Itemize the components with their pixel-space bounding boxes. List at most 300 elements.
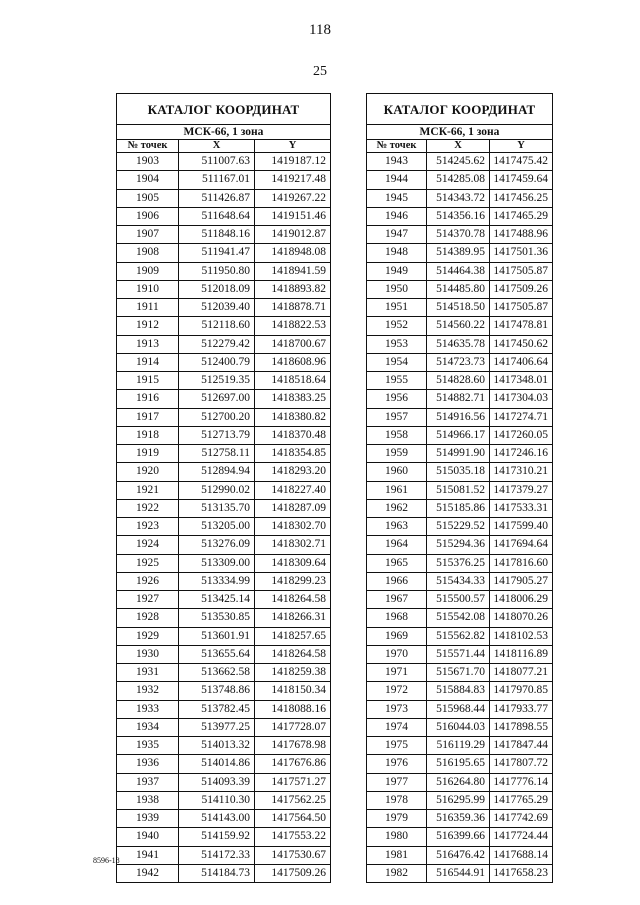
table-row [367,317,553,335]
table-row [367,518,553,536]
document-code: 8596-18 [93,856,120,865]
x-coordinate-cell: 514143.00 [179,810,255,828]
x-coordinate-cell: 514245.62 [427,153,490,171]
x-coordinate-cell: 514013.32 [179,737,255,755]
y-coordinate-cell: 1419187.12 [255,153,331,171]
point-number-cell: 1982 [367,864,427,882]
y-coordinate-cell: 1418380.82 [255,408,331,426]
table-row [367,153,553,171]
catalog-zone: МСК-66, 1 зона [117,125,331,140]
y-coordinate-cell: 1417505.87 [490,299,553,317]
point-number-cell: 1953 [367,335,427,353]
table-row [367,226,553,244]
table-row [117,317,331,335]
point-number-cell: 1921 [117,481,179,499]
catalog-zone: МСК-66, 1 зона [367,125,553,140]
y-coordinate-cell: 1417728.07 [255,718,331,736]
x-coordinate-cell: 511950.80 [179,262,255,280]
y-coordinate-cell: 1417450.62 [490,335,553,353]
x-coordinate-cell: 515500.57 [427,591,490,609]
x-coordinate-cell: 515968.44 [427,700,490,718]
x-coordinate-cell: 516476.42 [427,846,490,864]
x-coordinate-cell: 512039.40 [179,299,255,317]
column-header-x: X [427,140,490,153]
y-coordinate-cell: 1418293.20 [255,463,331,481]
x-coordinate-cell: 514966.17 [427,426,490,444]
y-coordinate-cell: 1418227.40 [255,481,331,499]
y-coordinate-cell: 1418287.09 [255,499,331,517]
y-coordinate-cell: 1418822.53 [255,317,331,335]
x-coordinate-cell: 514356.16 [427,207,490,225]
y-coordinate-cell: 1417310.21 [490,463,553,481]
x-coordinate-cell: 513334.99 [179,572,255,590]
y-coordinate-cell: 1417348.01 [490,372,553,390]
point-number-cell: 1905 [117,189,179,207]
x-coordinate-cell: 514110.30 [179,791,255,809]
point-number-cell: 1912 [117,317,179,335]
x-coordinate-cell: 515571.44 [427,645,490,663]
table-row [367,645,553,663]
point-number-cell: 1906 [117,207,179,225]
point-number-cell: 1962 [367,499,427,517]
y-coordinate-cell: 1418309.64 [255,554,331,572]
y-coordinate-cell: 1418264.58 [255,591,331,609]
x-coordinate-cell: 515376.25 [427,554,490,572]
x-coordinate-cell: 514184.73 [179,864,255,882]
point-number-cell: 1917 [117,408,179,426]
x-coordinate-cell: 513655.64 [179,645,255,663]
y-coordinate-cell: 1417807.72 [490,755,553,773]
table-row [367,682,553,700]
point-number-cell: 1972 [367,682,427,700]
table-row [367,828,553,846]
y-coordinate-cell: 1419012.87 [255,226,331,244]
y-coordinate-cell: 1419217.48 [255,171,331,189]
y-coordinate-cell: 1417724.44 [490,828,553,846]
point-number-cell: 1980 [367,828,427,846]
x-coordinate-cell: 514635.78 [427,335,490,353]
column-header-point-number: № точек [367,140,427,153]
table-row [117,207,331,225]
x-coordinate-cell: 513135.70 [179,499,255,517]
table-row [117,864,331,882]
y-coordinate-cell: 1417599.40 [490,518,553,536]
point-number-cell: 1948 [367,244,427,262]
point-number-cell: 1928 [117,609,179,627]
point-number-cell: 1964 [367,536,427,554]
coordinate-catalog-table-left [116,93,331,883]
table-row [117,390,331,408]
y-coordinate-cell: 1417562.25 [255,791,331,809]
x-coordinate-cell: 512990.02 [179,481,255,499]
table-row [367,499,553,517]
point-number-cell: 1954 [367,353,427,371]
point-number-cell: 1942 [117,864,179,882]
y-coordinate-cell: 1417553.22 [255,828,331,846]
x-coordinate-cell: 513782.45 [179,700,255,718]
table-row [117,244,331,262]
y-coordinate-cell: 1418302.71 [255,536,331,554]
x-coordinate-cell: 513276.09 [179,536,255,554]
x-coordinate-cell: 513205.00 [179,518,255,536]
x-coordinate-cell: 514723.73 [427,353,490,371]
table-row [367,627,553,645]
table-row [367,773,553,791]
y-coordinate-cell: 1417678.98 [255,737,331,755]
table-row [117,280,331,298]
point-number-cell: 1958 [367,426,427,444]
x-coordinate-cell: 512519.35 [179,372,255,390]
table-row [367,572,553,590]
table-row [367,554,553,572]
table-row [367,244,553,262]
point-number-cell: 1934 [117,718,179,736]
table-row [367,737,553,755]
point-number-cell: 1951 [367,299,427,317]
table-row [117,773,331,791]
table-row [117,846,331,864]
y-coordinate-cell: 1417694.64 [490,536,553,554]
point-number-cell: 1940 [117,828,179,846]
point-number-cell: 1932 [117,682,179,700]
y-coordinate-cell: 1418518.64 [255,372,331,390]
point-number-cell: 1957 [367,408,427,426]
point-number-cell: 1976 [367,755,427,773]
x-coordinate-cell: 514828.60 [427,372,490,390]
table-row [117,591,331,609]
point-number-cell: 1915 [117,372,179,390]
y-coordinate-cell: 1418102.53 [490,627,553,645]
table-row [367,353,553,371]
x-coordinate-cell: 514285.08 [427,171,490,189]
x-coordinate-cell: 513601.91 [179,627,255,645]
y-coordinate-cell: 1419151.46 [255,207,331,225]
y-coordinate-cell: 1417509.26 [490,280,553,298]
point-number-cell: 1911 [117,299,179,317]
point-number-cell: 1913 [117,335,179,353]
table-row [117,445,331,463]
point-number-cell: 1950 [367,280,427,298]
point-number-cell: 1916 [117,390,179,408]
y-coordinate-cell: 1417478.81 [490,317,553,335]
point-number-cell: 1923 [117,518,179,536]
x-coordinate-cell: 511648.64 [179,207,255,225]
table-row [367,463,553,481]
x-coordinate-cell: 516264.80 [427,773,490,791]
coordinate-catalog-table-right [366,93,553,883]
point-number-cell: 1968 [367,609,427,627]
x-coordinate-cell: 515035.18 [427,463,490,481]
point-number-cell: 1922 [117,499,179,517]
table-row [367,481,553,499]
point-number-cell: 1935 [117,737,179,755]
x-coordinate-cell: 516195.65 [427,755,490,773]
table-row [367,372,553,390]
y-coordinate-cell: 1417970.85 [490,682,553,700]
x-coordinate-cell: 513977.25 [179,718,255,736]
point-number-cell: 1967 [367,591,427,609]
y-coordinate-cell: 1417533.31 [490,499,553,517]
table-row [117,609,331,627]
table-row [367,408,553,426]
table-row [117,718,331,736]
y-coordinate-cell: 1417571.27 [255,773,331,791]
page-number: 118 [309,22,331,38]
table-row [117,226,331,244]
x-coordinate-cell: 514343.72 [427,189,490,207]
y-coordinate-cell: 1417776.14 [490,773,553,791]
y-coordinate-cell: 1418077.21 [490,664,553,682]
table-row [367,718,553,736]
x-coordinate-cell: 515562.82 [427,627,490,645]
point-number-cell: 1929 [117,627,179,645]
point-number-cell: 1949 [367,262,427,280]
x-coordinate-cell: 513662.58 [179,664,255,682]
x-coordinate-cell: 516295.99 [427,791,490,809]
table-row [367,791,553,809]
column-header-point-number: № точек [117,140,179,153]
x-coordinate-cell: 516044.03 [427,718,490,736]
x-coordinate-cell: 515185.86 [427,499,490,517]
y-coordinate-cell: 1418383.25 [255,390,331,408]
table-row [117,262,331,280]
y-coordinate-cell: 1418878.71 [255,299,331,317]
table-row [117,572,331,590]
point-number-cell: 1944 [367,171,427,189]
x-coordinate-cell: 512700.20 [179,408,255,426]
table-row [117,335,331,353]
y-coordinate-cell: 1417488.96 [490,226,553,244]
table-row [367,700,553,718]
y-coordinate-cell: 1417933.77 [490,700,553,718]
x-coordinate-cell: 515884.83 [427,682,490,700]
x-coordinate-cell: 511941.47 [179,244,255,262]
column-header-y: Y [255,140,331,153]
table-row [367,207,553,225]
y-coordinate-cell: 1417742.69 [490,810,553,828]
point-number-cell: 1971 [367,664,427,682]
table-row [117,627,331,645]
y-coordinate-cell: 1418257.65 [255,627,331,645]
x-coordinate-cell: 512758.11 [179,445,255,463]
point-number-cell: 1908 [117,244,179,262]
x-coordinate-cell: 513425.14 [179,591,255,609]
y-coordinate-cell: 1418700.67 [255,335,331,353]
y-coordinate-cell: 1418266.31 [255,609,331,627]
point-number-cell: 1974 [367,718,427,736]
table-row [117,408,331,426]
y-coordinate-cell: 1417816.60 [490,554,553,572]
point-number-cell: 1978 [367,791,427,809]
table-row [117,554,331,572]
table-row [367,846,553,864]
y-coordinate-cell: 1417260.05 [490,426,553,444]
x-coordinate-cell: 511426.87 [179,189,255,207]
point-number-cell: 1930 [117,645,179,663]
y-coordinate-cell: 1417688.14 [490,846,553,864]
table-row [117,536,331,554]
table-row [367,262,553,280]
point-number-cell: 1947 [367,226,427,244]
y-coordinate-cell: 1417564.50 [255,810,331,828]
x-coordinate-cell: 514518.50 [427,299,490,317]
table-row [117,499,331,517]
y-coordinate-cell: 1417501.36 [490,244,553,262]
y-coordinate-cell: 1418150.34 [255,682,331,700]
table-row [117,518,331,536]
point-number-cell: 1961 [367,481,427,499]
point-number-cell: 1955 [367,372,427,390]
y-coordinate-cell: 1417509.26 [255,864,331,882]
x-coordinate-cell: 515229.52 [427,518,490,536]
x-coordinate-cell: 513530.85 [179,609,255,627]
point-number-cell: 1927 [117,591,179,609]
x-coordinate-cell: 512894.94 [179,463,255,481]
x-coordinate-cell: 512118.60 [179,317,255,335]
table-row [117,645,331,663]
x-coordinate-cell: 515434.33 [427,572,490,590]
y-coordinate-cell: 1417475.42 [490,153,553,171]
x-coordinate-cell: 512713.79 [179,426,255,444]
point-number-cell: 1975 [367,737,427,755]
y-coordinate-cell: 1417505.87 [490,262,553,280]
table-row [367,171,553,189]
point-number-cell: 1919 [117,445,179,463]
x-coordinate-cell: 514014.86 [179,755,255,773]
y-coordinate-cell: 1418370.48 [255,426,331,444]
x-coordinate-cell: 514093.39 [179,773,255,791]
point-number-cell: 1956 [367,390,427,408]
y-coordinate-cell: 1417530.67 [255,846,331,864]
y-coordinate-cell: 1417379.27 [490,481,553,499]
table-row [117,755,331,773]
table-row [117,481,331,499]
table-row [367,335,553,353]
y-coordinate-cell: 1417898.55 [490,718,553,736]
table-row [117,426,331,444]
x-coordinate-cell: 515542.08 [427,609,490,627]
y-coordinate-cell: 1417274.71 [490,408,553,426]
table-row [117,700,331,718]
x-coordinate-cell: 511848.16 [179,226,255,244]
y-coordinate-cell: 1418302.70 [255,518,331,536]
table-row [367,445,553,463]
table-row [117,171,331,189]
point-number-cell: 1945 [367,189,427,207]
y-coordinate-cell: 1417304.03 [490,390,553,408]
point-number-cell: 1907 [117,226,179,244]
x-coordinate-cell: 516359.36 [427,810,490,828]
table-row [117,664,331,682]
point-number-cell: 1963 [367,518,427,536]
table-row [117,463,331,481]
x-coordinate-cell: 514485.80 [427,280,490,298]
table-row [117,737,331,755]
point-number-cell: 1965 [367,554,427,572]
catalog-title: КАТАЛОГ КООРДИНАТ [117,94,331,125]
x-coordinate-cell: 516119.29 [427,737,490,755]
point-number-cell: 1979 [367,810,427,828]
table-row [117,372,331,390]
point-number-cell: 1973 [367,700,427,718]
y-coordinate-cell: 1417765.29 [490,791,553,809]
x-coordinate-cell: 514882.71 [427,390,490,408]
y-coordinate-cell: 1418948.08 [255,244,331,262]
table-row [367,609,553,627]
column-header-x: X [179,140,255,153]
y-coordinate-cell: 1418264.58 [255,645,331,663]
point-number-cell: 1969 [367,627,427,645]
table-row [367,536,553,554]
table-row [117,189,331,207]
x-coordinate-cell: 514389.95 [427,244,490,262]
table-row [117,810,331,828]
catalog-title: КАТАЛОГ КООРДИНАТ [367,94,553,125]
y-coordinate-cell: 1417658.23 [490,864,553,882]
x-coordinate-cell: 514159.92 [179,828,255,846]
point-number-cell: 1977 [367,773,427,791]
x-coordinate-cell: 514560.22 [427,317,490,335]
y-coordinate-cell: 1417847.44 [490,737,553,755]
table-row [117,791,331,809]
x-coordinate-cell: 514464.38 [427,262,490,280]
point-number-cell: 1937 [117,773,179,791]
x-coordinate-cell: 514370.78 [427,226,490,244]
x-coordinate-cell: 513748.86 [179,682,255,700]
point-number-cell: 1933 [117,700,179,718]
y-coordinate-cell: 1417676.86 [255,755,331,773]
table-row [117,353,331,371]
point-number-cell: 1938 [117,791,179,809]
table-row [367,755,553,773]
point-number-cell: 1926 [117,572,179,590]
y-coordinate-cell: 1418893.82 [255,280,331,298]
y-coordinate-cell: 1418354.85 [255,445,331,463]
x-coordinate-cell: 514172.33 [179,846,255,864]
x-coordinate-cell: 513309.00 [179,554,255,572]
point-number-cell: 1941 [117,846,179,864]
x-coordinate-cell: 516399.66 [427,828,490,846]
column-header-y: Y [490,140,553,153]
point-number-cell: 1904 [117,171,179,189]
y-coordinate-cell: 1417246.16 [490,445,553,463]
point-number-cell: 1914 [117,353,179,371]
point-number-cell: 1970 [367,645,427,663]
sub-page-number: 25 [313,64,327,79]
x-coordinate-cell: 516544.91 [427,864,490,882]
table-row [367,864,553,882]
y-coordinate-cell: 1418088.16 [255,700,331,718]
point-number-cell: 1918 [117,426,179,444]
table-row [367,810,553,828]
point-number-cell: 1924 [117,536,179,554]
table-row [367,591,553,609]
point-number-cell: 1946 [367,207,427,225]
table-row [117,153,331,171]
point-number-cell: 1952 [367,317,427,335]
y-coordinate-cell: 1418259.38 [255,664,331,682]
y-coordinate-cell: 1419267.22 [255,189,331,207]
table-row [367,280,553,298]
table-row [367,299,553,317]
table-row [117,299,331,317]
point-number-cell: 1931 [117,664,179,682]
y-coordinate-cell: 1418608.96 [255,353,331,371]
table-row [367,189,553,207]
x-coordinate-cell: 512697.00 [179,390,255,408]
point-number-cell: 1910 [117,280,179,298]
point-number-cell: 1909 [117,262,179,280]
